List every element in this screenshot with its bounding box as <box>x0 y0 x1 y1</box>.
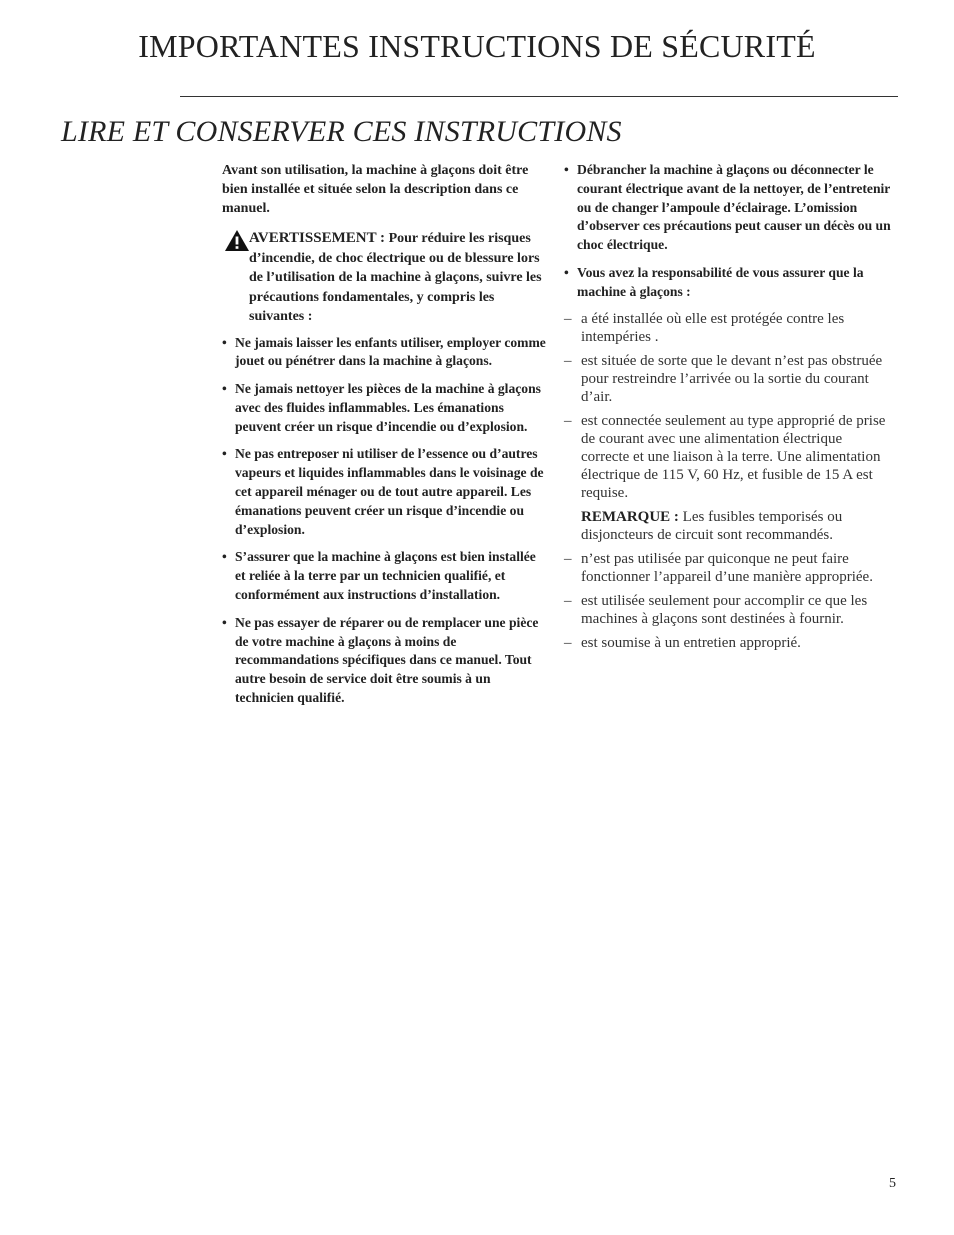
bullet-icon: • <box>564 162 569 177</box>
warning-block <box>222 229 548 327</box>
list-item-text: est située de sorte que le devant n’est pas obstruée pour restreindre l’arrivée ou la sortie du courant d’air. <box>581 352 883 405</box>
list-item-text: S’assurer que la machine à glaçons est bien installée et reliée à la terre par un technicien qualifié, et conformément aux instructions d’installation. <box>235 549 536 603</box>
note-paragraph <box>564 508 894 544</box>
dash-icon: – <box>564 352 572 369</box>
list-item-text: Débrancher la machine à glaçons ou déconnecter le courant électrique avant de la nettoyer, de l’entretenir ou de changer l’ampoule d’éclairage. L’omission d’observer ces précautions peut causer un décès ou un choc électrique. <box>577 162 891 253</box>
list-item-text: Ne pas essayer de réparer ou de remplacer une pièce de votre machine à glaçons à moins de recommandations spécifiques dans ce manuel. Tout autre besoin de service doit être soumis à un technicien qualifié. <box>235 614 539 706</box>
section-title: LIRE ET CONSERVER CES INSTRUCTIONS <box>61 115 622 148</box>
list-item <box>564 352 894 406</box>
dash-icon: – <box>564 412 572 429</box>
warning-heading: AVERTISSEMENT : <box>249 230 386 246</box>
list-item <box>564 634 894 652</box>
note-text: Les fusibles temporisés ou disjoncteurs de circuit sont recommandés. <box>581 508 843 543</box>
responsibility-list <box>564 310 894 502</box>
dash-icon: – <box>564 634 572 651</box>
list-item-text: est connectée seulement au type approprié de prise de courant avec une alimentation électrique correcte et une liaison à la terre. Une alimentation électrique de 115 V, 60 Hz, et fusible de 15 A est requise. <box>581 412 886 501</box>
right-column <box>564 161 894 658</box>
list-item-text: n’est pas utilisée par quiconque ne peut faire fonctionner l’appareil d’une manière appropriée. <box>581 550 873 585</box>
responsibility-list-continued <box>564 550 894 652</box>
list-item <box>222 614 548 708</box>
dash-icon: – <box>564 592 572 609</box>
list-item <box>222 380 548 436</box>
list-item <box>564 550 894 586</box>
bullet-icon: • <box>222 614 227 630</box>
title-divider <box>180 96 898 97</box>
list-item <box>222 334 548 372</box>
list-item <box>564 412 894 502</box>
dash-icon: – <box>564 310 572 327</box>
list-item <box>564 161 894 255</box>
warning-triangle-icon <box>224 229 250 252</box>
intro-paragraph: Avant son utilisation, la machine à glaçons doit être bien installée et située selon la description dans ce manuel. <box>222 163 529 216</box>
list-item-text: Vous avez la responsabilité de vous assurer que la machine à glaçons : <box>577 264 864 299</box>
left-column <box>222 161 548 717</box>
right-bullet-list <box>564 161 894 302</box>
list-item-text: est utilisée seulement pour accomplir ce que les machines à glaçons sont destinées à fournir. <box>581 592 868 627</box>
bullet-icon: • <box>564 264 569 280</box>
left-bullet-list <box>222 334 548 708</box>
list-item <box>222 548 548 604</box>
bullet-icon: • <box>222 381 227 397</box>
list-item-text: Ne jamais nettoyer les pièces de la machine à glaçons avec des fluides inflammables. Les émanations peuvent créer un risque d’incendie ou d’explosion. <box>235 381 541 434</box>
list-item <box>564 592 894 628</box>
warning-text: Pour réduire les risques d’incendie, de choc électrique ou de blessure lors de l’utilisation de la machine à glaçons, suivre les précautions fondamentales, y compris les suivantes : <box>249 231 542 324</box>
bullet-icon: • <box>222 334 227 350</box>
note-label: REMARQUE : <box>581 508 679 525</box>
list-item-text: est soumise à un entretien approprié. <box>581 634 801 651</box>
bullet-icon: • <box>222 549 227 565</box>
list-item <box>564 310 894 346</box>
bullet-icon: • <box>222 446 227 462</box>
list-item-text: Ne jamais laisser les enfants utiliser, employer comme jouet ou pénétrer dans la machine à glaçons. <box>235 334 546 369</box>
list-item <box>564 264 894 302</box>
dash-icon: – <box>564 550 572 567</box>
list-item <box>222 445 548 539</box>
page-number: 5 <box>889 1176 896 1191</box>
list-item-text: a été installée où elle est protégée contre les intempéries . <box>581 310 845 345</box>
page-title: IMPORTANTES INSTRUCTIONS DE SÉCURITÉ <box>138 28 816 64</box>
list-item-text: Ne pas entreposer ni utiliser de l’essence ou d’autres vapeurs et liquides inflammables dans le voisinage de cet appareil ménager ou de tout autre appareil. Les émanations peuvent créer un risque d’incendie ou d’explosion. <box>235 446 544 537</box>
